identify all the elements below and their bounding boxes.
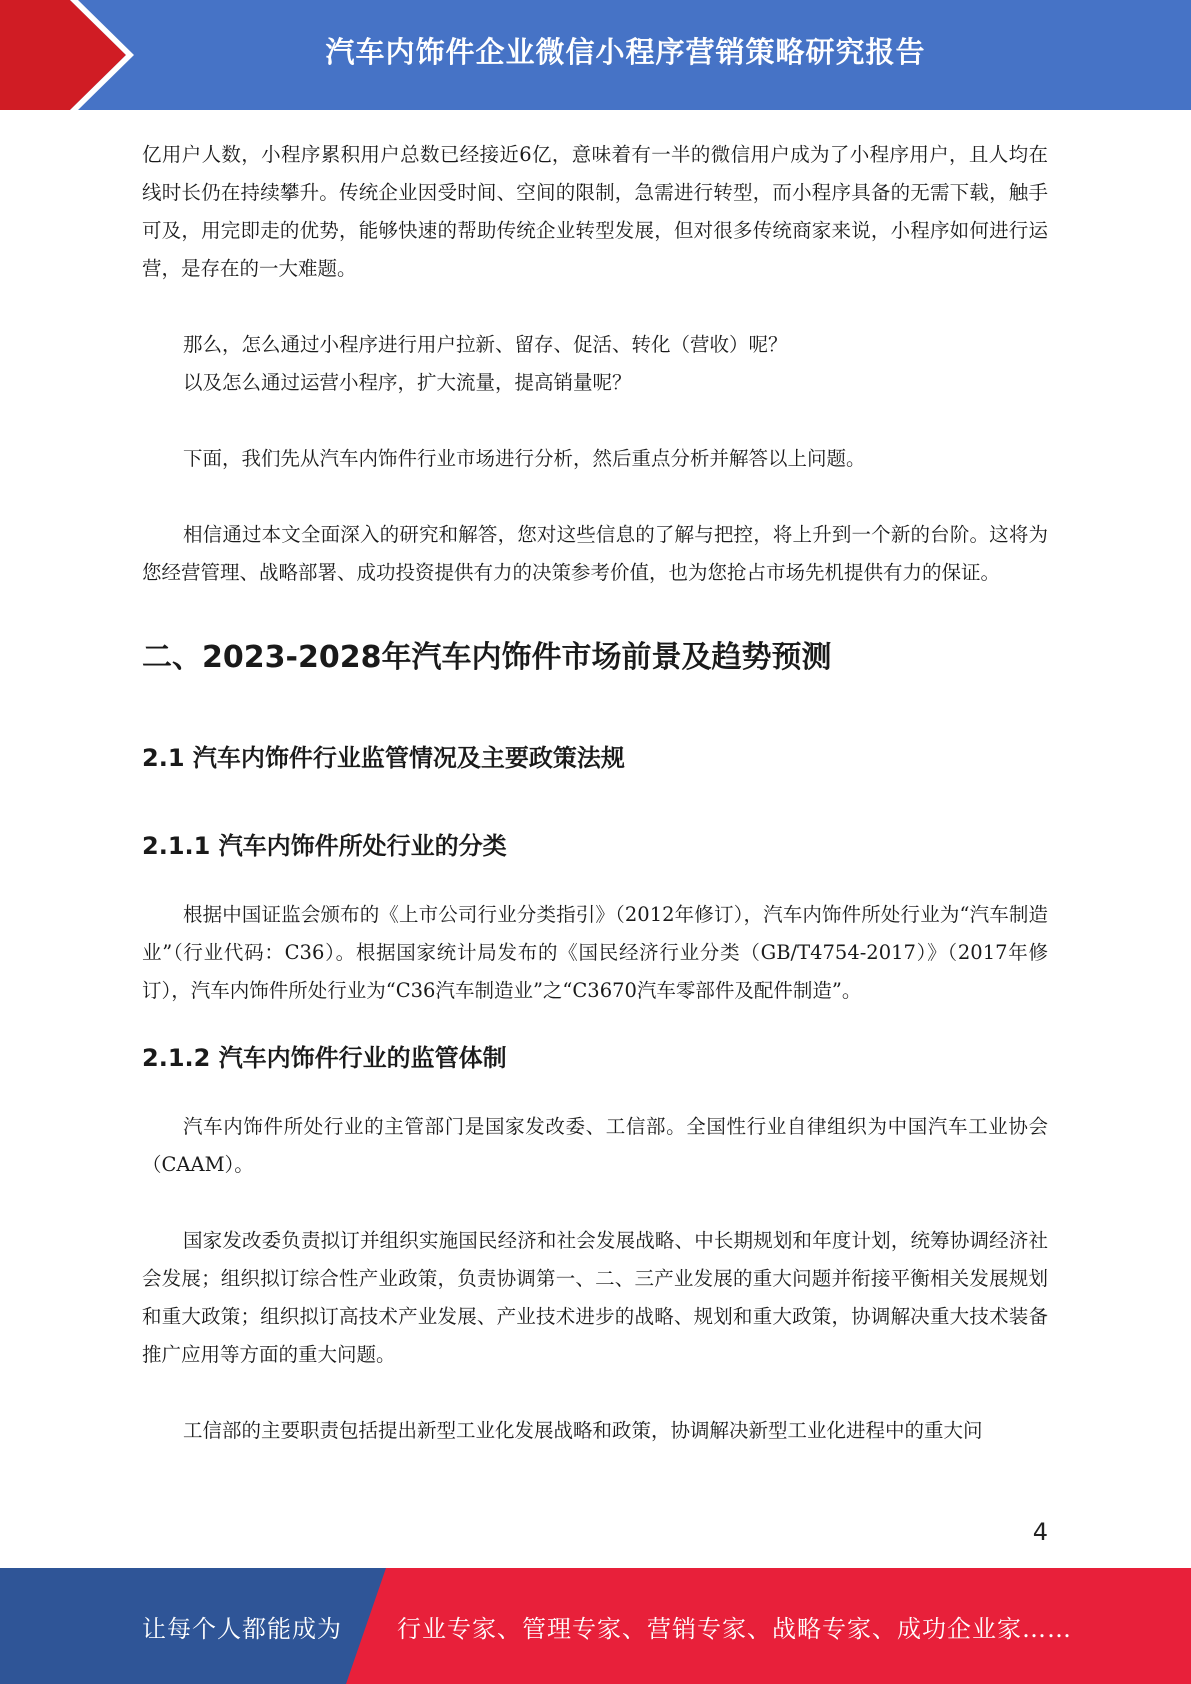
paragraph-miit-duties: 工信部的主要职责包括提出新型工业化发展战略和政策，协调解决新型工业化进程中的重大问 <box>183 1419 983 1442</box>
subsubsection-heading: 2.1.1 汽车内饰件所处行业的分类 <box>142 832 507 860</box>
subsubsection-heading: 2.1.2 汽车内饰件行业的监管体制 <box>142 1044 507 1072</box>
paragraph-analysis-plan: 下面，我们先从汽车内饰件行业市场进行分析，然后重点分析并解答以上问题。 <box>183 447 866 470</box>
paragraph-ndrc-duties: 国家发改委负责拟订并组织实施国民经济和社会发展战略、中长期规划和年度计划，统筹协调经济社会发展；组织拟订综合性产业政策，负责协调第一、二、三产业发展的重大问题并衔接平衡相关发展规划和重大政策；组织拟订高技术产业发展、产业技术进步的战略、规划和重大政策，协调解决重大技术装备推广应用等方面的重大问题。 <box>142 1229 1048 1366</box>
report-title: 汽车内饰件企业微信小程序营销策略研究报告 <box>325 34 926 69</box>
paragraph-value: 相信通过本文全面深入的研究和解答，您对这些信息的了解与把控，将上升到一个新的台阶。这将为您经营管理、战略部署、成功投资提供有力的决策参考价值，也为您抢占市场先机提供有力的保证。 <box>142 523 1048 584</box>
paragraph-regulators: 汽车内饰件所处行业的主管部门是国家发改委、工信部。全国性行业自律组织为中国汽车工业协会（CAAM）。 <box>142 1115 1048 1176</box>
document-body <box>142 136 1048 1450</box>
paragraph-intro: 亿用户人数，小程序累积用户总数已经接近6亿，意味着有一半的微信用户成为了小程序用户，且人均在线时长仍在持续攀升。传统企业因受时间、空间的限制，急需进行转型，而小程序具备的无需下载，触手可及，用完即走的优势，能够快速的帮助传统企业转型发展，但对很多传统商家来说，小程序如何进行运营，是存在的一大难题。 <box>142 143 1048 280</box>
question-line: 那么，怎么通过小程序进行用户拉新、留存、促活、转化（营收）呢？ <box>183 333 788 356</box>
paragraph-classification: 根据中国证监会颁布的《上市公司行业分类指引》（2012年修订），汽车内饰件所处行业为“汽车制造业”（行业代码：C36）。根据国家统计局发布的《国民经济行业分类（GB/T4754-2017）》（2017年修订），汽车内饰件所处行业为“C36汽车制造业”之“C3670汽车零部件及配件制造”。 <box>142 903 1048 1002</box>
question-line: 以及怎么通过运营小程序，扩大流量，提高销量呢？ <box>183 371 632 394</box>
page-number: 4 <box>1032 1518 1048 1546</box>
footer-slogan-right: 行业专家、管理专家、营销专家、战略专家、成功企业家…… <box>397 1614 1072 1643</box>
section-heading: 二、2023-2028年汽车内饰件市场前景及趋势预测 <box>142 640 832 675</box>
page-footer <box>0 1568 1191 1684</box>
subsection-heading: 2.1 汽车内饰件行业监管情况及主要政策法规 <box>142 744 625 772</box>
footer-slogan-left: 让每个人都能成为 <box>142 1614 342 1643</box>
page-header <box>0 0 1191 110</box>
